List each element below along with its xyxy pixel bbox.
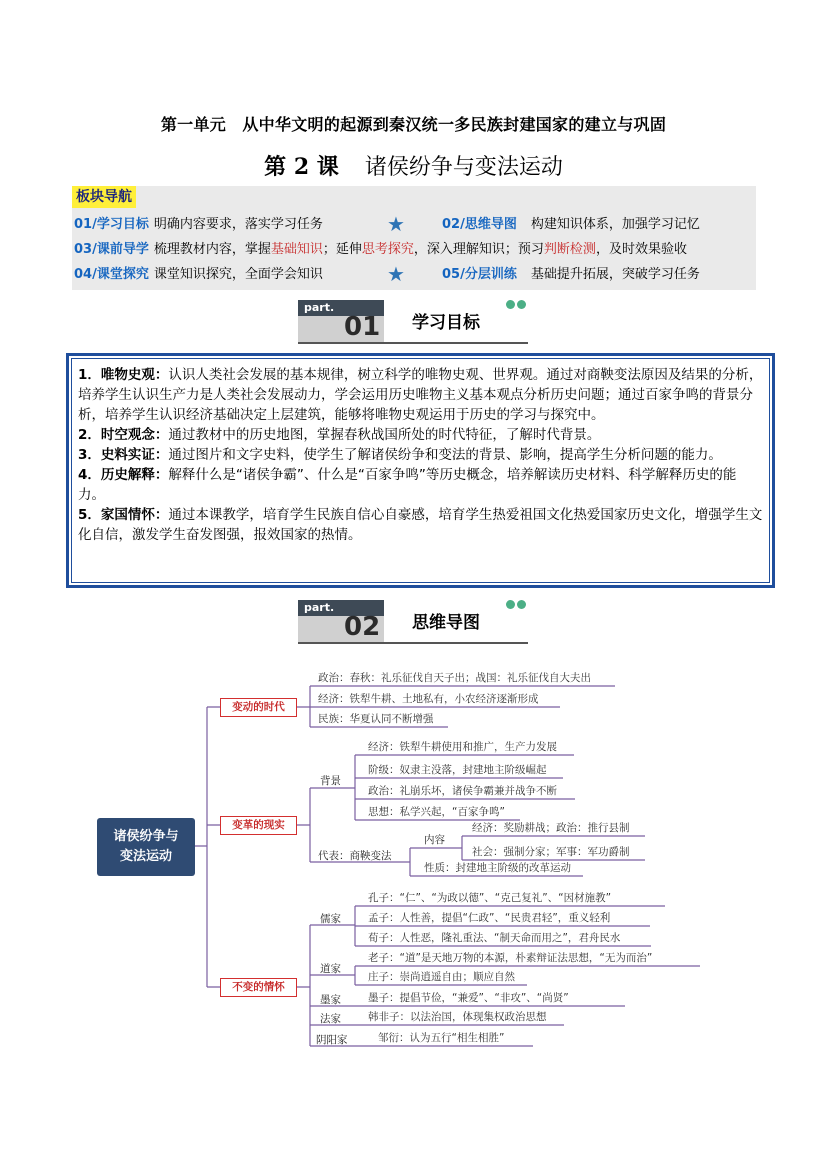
nav-code: 04/课堂探究 bbox=[74, 267, 149, 282]
mindmap-category: 代表：商鞅变法 bbox=[318, 850, 392, 862]
objective-item bbox=[78, 365, 763, 425]
mindmap-node: 孟子：人性善，提倡“仁政”、“民贵君轻”，重义轻利 bbox=[368, 912, 611, 924]
objective-text: 解释什么是“诸侯争霸”、什么是“百家争鸣”等历史概念，培养解读历史材料、科学解释历史的能力。 bbox=[78, 467, 737, 503]
nav-desc-part: ，深入理解知识；预习 bbox=[413, 242, 544, 257]
objective-item bbox=[78, 465, 763, 505]
nav-code: 05/分层训练 bbox=[442, 267, 517, 282]
leaf-decoration-icon bbox=[506, 300, 528, 310]
nav-item-preview[interactable] bbox=[74, 239, 687, 261]
mindmap-node: 邹衍：认为五行“相生相胜” bbox=[378, 1032, 505, 1044]
objective-head: 4．历史解释： bbox=[78, 467, 169, 483]
nav-code: 01/学习目标 bbox=[74, 217, 149, 232]
mindmap-category: 儒家 bbox=[320, 913, 341, 925]
mindmap-category: 阴阳家 bbox=[316, 1034, 348, 1046]
part-banner-01 bbox=[298, 300, 528, 344]
star-icon: ★ bbox=[387, 212, 405, 236]
mindmap-node: 阶级：奴隶主没落，封建地主阶级崛起 bbox=[368, 764, 547, 776]
nav-item-training[interactable] bbox=[442, 264, 700, 286]
objective-item bbox=[78, 505, 763, 545]
nav-code: 03/课前导学 bbox=[74, 242, 149, 257]
mindmap-node: 经济：铁犁牛耕使用和推广，生产力发展 bbox=[368, 741, 557, 753]
branch-unchanging-feelings: 不变的情怀 bbox=[220, 978, 297, 997]
nav-item-classroom[interactable] bbox=[74, 264, 323, 286]
branch-changing-era: 变动的时代 bbox=[220, 698, 297, 717]
nav-desc-part: ；延伸 bbox=[322, 242, 362, 257]
mindmap-node: 政治：春秋：礼乐征伐自天子出；战国：礼乐征伐自大夫出 bbox=[318, 672, 591, 684]
lesson-title bbox=[0, 150, 827, 181]
mindmap-category: 墨家 bbox=[320, 994, 341, 1006]
mindmap-category: 背景 bbox=[320, 775, 341, 787]
mindmap-category: 法家 bbox=[320, 1013, 341, 1025]
mindmap-node: 经济：奖励耕战；政治：推行县制 bbox=[472, 822, 630, 834]
highlight-basic-knowledge: 基础知识 bbox=[270, 242, 323, 257]
root-line: 变法运动 bbox=[119, 849, 172, 864]
unit-title: 第一单元 从中华文明的起源到秦汉统一多民族封建国家的建立与巩固 bbox=[160, 115, 667, 134]
mindmap-node: 民族：华夏认同不断增强 bbox=[318, 713, 434, 725]
divider bbox=[298, 642, 528, 644]
lesson-name: 诸侯纷争与变法运动 bbox=[364, 155, 563, 180]
nav-item-mind-map[interactable] bbox=[442, 214, 700, 236]
divider bbox=[298, 342, 528, 344]
nav-item-learning-goals[interactable] bbox=[74, 214, 323, 236]
nav-heading: 板块导航 bbox=[72, 186, 136, 208]
star-icon: ★ bbox=[387, 262, 405, 286]
part-label: 思维导图 bbox=[412, 613, 480, 633]
nav-desc-part: ，及时效果验收 bbox=[595, 242, 687, 257]
lesson-number: 第 2 课 bbox=[264, 154, 339, 180]
nav-desc: 梳理教材内容，掌握 bbox=[153, 242, 271, 257]
part-tag: part. bbox=[298, 600, 384, 616]
objective-item bbox=[78, 425, 763, 445]
mindmap-node: 韩非子：以法治国，体现集权政治思想 bbox=[368, 1011, 547, 1023]
objective-text: 通过图片和文字史料，使学生了解诸侯纷争和变法的背景、影响，提高学生分析问题的能力。 bbox=[168, 447, 722, 463]
objective-text: 认识人类社会发展的基本规律，树立科学的唯物史观、世界观。通过对商鞅变法原因及结果的分析，培养学生认识生产力是人类社会发展动力，学会运用历史唯物主义基本观点分析历史问题；通过百家争鸣的背景分析，培养学生认识经济基础决定上层建筑，能够将唯物史观运用于历史的学习与探究中。 bbox=[78, 367, 763, 423]
mindmap-category: 内容 bbox=[424, 834, 445, 846]
nav-desc: 课堂知识探究，全面学会知识 bbox=[153, 267, 323, 282]
mindmap-node: 荀子：人性恶，隆礼重法、“制天命而用之”，君舟民水 bbox=[368, 932, 621, 944]
nav-desc: 构建知识体系，加强学习记忆 bbox=[530, 217, 700, 232]
objective-text: 通过本课教学，培育学生民族自信心自豪感，培育学生热爱祖国文化热爱国家历史文化，增强学生文化自信，激发学生奋发图强，报效国家的热情。 bbox=[78, 507, 763, 543]
part-label: 学习目标 bbox=[412, 313, 480, 333]
mindmap-node: 墨子：提倡节俭，“兼爱”、“非攻”、“尚贤” bbox=[368, 992, 569, 1004]
part-number: 01 bbox=[344, 312, 381, 342]
nav-code: 02/思维导图 bbox=[442, 217, 517, 232]
highlight-thinking: 思考探究 bbox=[361, 242, 414, 257]
part-tag: part. bbox=[298, 300, 384, 316]
objective-text: 通过教材中的历史地图，掌握春秋战国所处的时代特征，了解时代背景。 bbox=[168, 427, 601, 443]
mindmap-category: 道家 bbox=[320, 963, 341, 975]
part-banner-02 bbox=[298, 600, 528, 644]
highlight-check: 判断检测 bbox=[543, 242, 596, 257]
mindmap-node: 经济：铁犁牛耕、土地私有，小农经济逐渐形成 bbox=[318, 693, 539, 705]
part-number: 02 bbox=[344, 612, 381, 642]
mindmap-node: 性质：封建地主阶级的改革运动 bbox=[424, 862, 571, 874]
mindmap-node: 庄子：崇尚逍遥自由；顺应自然 bbox=[368, 971, 515, 983]
objective-head: 3．史料实证： bbox=[78, 447, 169, 463]
mindmap-node: 老子：“道”是天地万物的本源，朴素辩证法思想，“无为而治” bbox=[368, 952, 653, 964]
root-line: 诸侯纷争与 bbox=[113, 829, 179, 844]
section-navigation bbox=[72, 186, 756, 290]
objective-head: 5．家国情怀： bbox=[78, 507, 169, 523]
objective-head: 1．唯物史观： bbox=[78, 367, 169, 383]
objective-head: 2．时空观念： bbox=[78, 427, 169, 443]
mindmap-node: 思想：私学兴起，“百家争鸣” bbox=[368, 806, 505, 818]
nav-desc: 明确内容要求，落实学习任务 bbox=[153, 217, 323, 232]
mindmap-node: 政治：礼崩乐坏，诸侯争霸兼并战争不断 bbox=[368, 785, 557, 797]
branch-reform-reality: 变革的现实 bbox=[220, 816, 297, 835]
mindmap-node: 孔子：“仁”、“为政以德”、“克己复礼”、“因材施教” bbox=[368, 892, 612, 904]
leaf-decoration-icon bbox=[506, 600, 528, 610]
objective-item bbox=[78, 445, 763, 465]
mindmap-node: 社会：强制分家；军事：军功爵制 bbox=[472, 846, 630, 858]
mindmap-root bbox=[97, 818, 195, 876]
objectives-box bbox=[66, 353, 775, 588]
nav-desc: 基础提升拓展，突破学习任务 bbox=[530, 267, 700, 282]
